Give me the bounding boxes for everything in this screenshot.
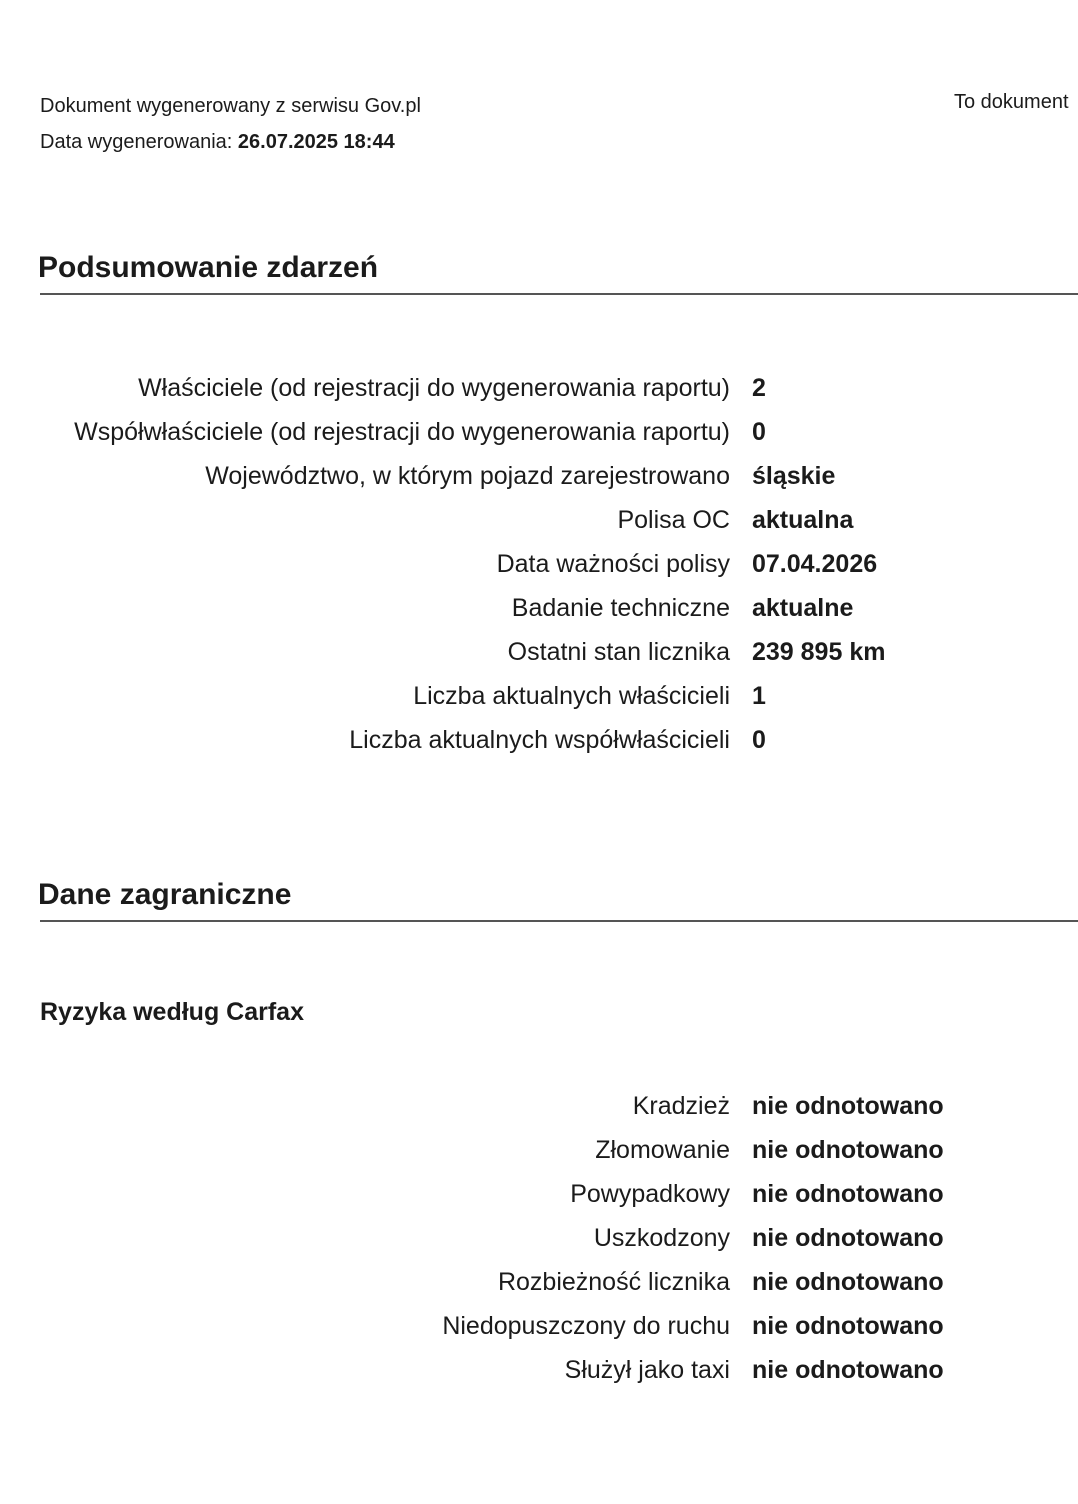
row-label: Powypadkowy [570,1180,730,1208]
table-row [40,1178,944,1222]
row-label: Współwłaściciele (od rejestracji do wygenerowania raportu) [74,418,730,446]
table-row [40,680,885,724]
table-row [40,1222,944,1266]
table-row [40,1134,944,1178]
generation-date [40,124,421,160]
row-label: Ostatni stan licznika [507,638,730,666]
source-text: Dokument wygenerowany z serwisu Gov.pl [40,95,421,117]
row-value: aktualne [752,594,854,622]
row-value: nie odnotowano [752,1356,944,1384]
row-value: 0 [752,418,766,446]
row-label: Polisa OC [617,506,730,534]
row-label: Badanie techniczne [511,594,730,622]
generation-date-value: 26.07.2025 18:44 [237,131,395,153]
row-label: Złomowanie [595,1136,730,1164]
row-value: śląskie [752,462,836,490]
row-label: Służył jako taxi [564,1356,730,1384]
row-value: 239 895 km [752,638,886,666]
document-header [40,88,421,160]
row-label: Liczba aktualnych współwłaścicieli [349,726,730,754]
row-value: 0 [752,726,766,754]
row-value: aktualna [752,506,854,534]
row-value: nie odnotowano [752,1224,944,1252]
row-label: Województwo, w którym pojazd zarejestrowano [205,462,730,490]
row-value: nie odnotowano [752,1268,944,1296]
table-row [40,548,885,592]
table-row [40,1266,944,1310]
section-divider-foreign [40,920,1078,922]
row-label: Właściciele (od rejestracji do wygenerowania raportu) [138,374,730,402]
summary-table [40,372,885,768]
table-row [40,1090,944,1134]
row-value: nie odnotowano [752,1136,944,1164]
row-label: Data ważności polisy [496,550,730,578]
row-value: 2 [752,374,766,402]
row-label: Kradzież [632,1092,730,1120]
table-row [40,724,885,768]
row-value: nie odnotowano [752,1180,944,1208]
row-label: Liczba aktualnych właścicieli [413,682,730,710]
section-title-foreign: Dane zagraniczne [38,878,292,911]
table-row [40,460,885,504]
table-row [40,592,885,636]
table-row [40,636,885,680]
row-value: 1 [752,682,766,710]
header-right-text: To dokument [954,91,1069,113]
row-label: Niedopuszczony do ruchu [442,1312,730,1340]
generation-date-label: Data wygenerowania: [40,131,238,153]
row-value: nie odnotowano [752,1312,944,1340]
table-row [40,416,885,460]
carfax-risk-table [40,1090,944,1398]
section-divider-summary [40,293,1078,295]
row-label: Uszkodzony [593,1224,730,1252]
row-label: Rozbieżność licznika [497,1268,730,1296]
row-value: 07.04.2026 [752,550,878,578]
table-row [40,1354,944,1398]
table-row [40,1310,944,1354]
table-row [40,504,885,548]
subsection-title-carfax: Ryzyka według Carfax [40,998,304,1026]
row-value: nie odnotowano [752,1092,944,1120]
table-row [40,372,885,416]
section-title-summary: Podsumowanie zdarzeń [38,251,379,284]
